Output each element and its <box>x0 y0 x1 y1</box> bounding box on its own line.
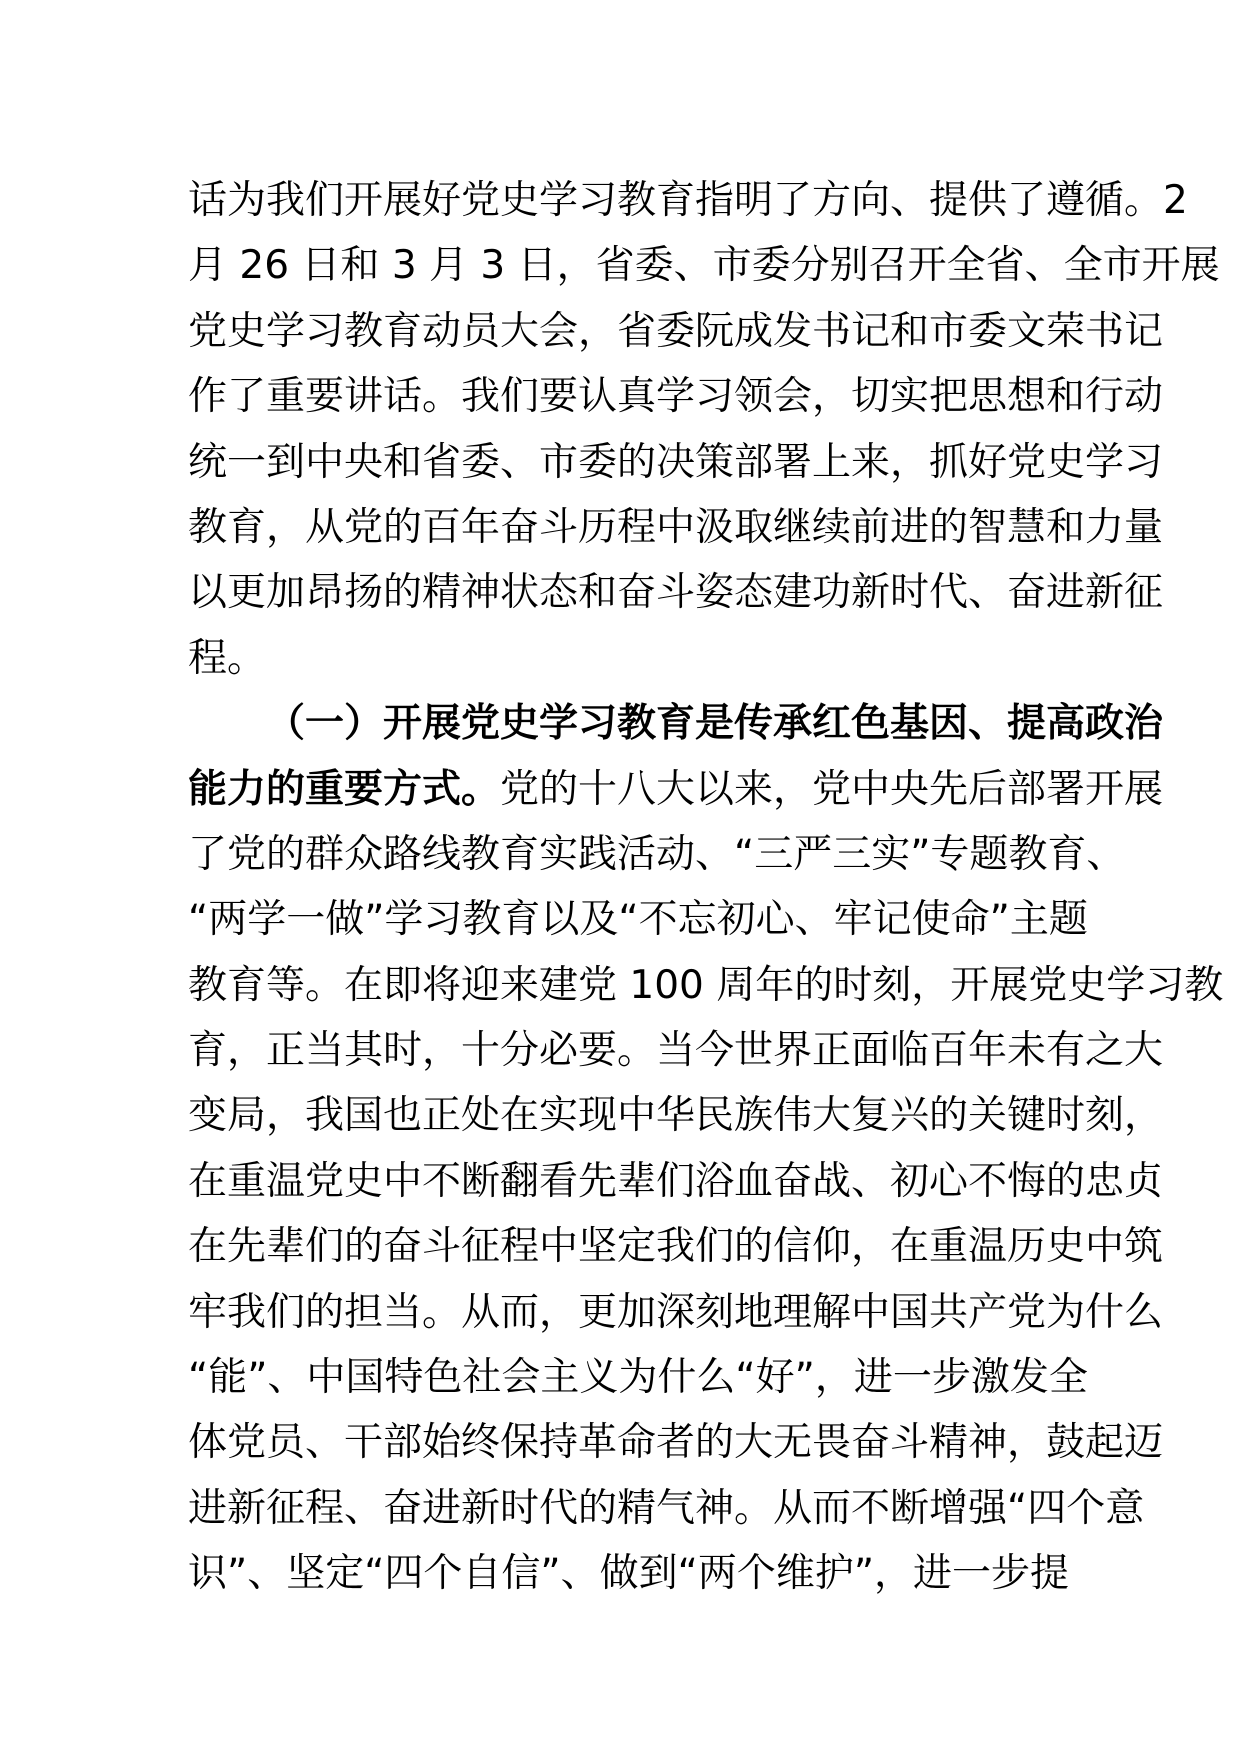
section-heading-continued <box>188 757 1164 822</box>
text-line: 体党员、干部始终保持革命者的大无畏奋斗精神，鼓起迈 <box>188 1420 1164 1466</box>
body-text <box>188 168 1224 1607</box>
text-line: 作了重要讲话。我们要认真学习领会，切实把思想和行动 <box>188 374 1164 420</box>
text-line: 党史学习教育动员大会，省委阮成发书记和市委文荣书记 <box>188 308 1164 354</box>
text-line: 变局，我国也正处在实现中华民族伟大复兴的关键时刻， <box>188 1093 1164 1139</box>
text-line: 教育，从党的百年奋斗历程中汲取继续前进的智慧和力量 <box>188 504 1164 550</box>
text-line: 话为我们开展好党史学习教育指明了方向、提供了遵循。2 <box>188 178 1188 223</box>
text-line: 月 26 日和 3 月 3 日，省委、市委分别召开全省、全市开展 <box>188 243 1220 289</box>
section-heading: （一）开展党史学习教育是传承红色基因、提高政治 <box>266 701 1164 747</box>
text-line: 进新征程、奋进新时代的精气神。从而不断增强“四个意 <box>188 1485 1145 1531</box>
paragraph-text: 党的十八大以来，党中央先后部署开展 <box>500 766 1164 812</box>
text-line: 在先辈们的奋斗征程中坚定我们的信仰，在重温历史中筑 <box>188 1224 1164 1270</box>
text-line: “两学一做”学习教育以及“不忘初心、牢记使命”主题 <box>188 897 1088 943</box>
text-line: 教育等。在即将迎来建党 100 周年的时刻，开展党史学习教 <box>188 962 1224 1008</box>
text-line: 程。 <box>188 635 267 681</box>
text-line: 在重温党史中不断翻看先辈们浴血奋战、初心不悔的忠贞 <box>188 1158 1164 1204</box>
text-line: 识”、坚定“四个自信”、做到“两个维护”，进一步提 <box>188 1551 1070 1597</box>
text-line: “能”、中国特色社会主义为什么“好”，进一步激发全 <box>188 1355 1088 1401</box>
text-line: 统一到中央和省委、市委的决策部署上来，抓好党史学习 <box>188 439 1164 485</box>
text-line: 牢我们的担当。从而，更加深刻地理解中国共产党为什么 <box>188 1289 1164 1335</box>
section-heading-end: 能力的重要方式。 <box>188 766 501 812</box>
text-line: 育，正当其时，十分必要。当今世界正面临百年未有之大 <box>188 1028 1164 1074</box>
text-line: 了党的群众路线教育实践活动、“三严三实”专题教育、 <box>188 831 1126 877</box>
text-line: 以更加昂扬的精神状态和奋斗姿态建功新时代、奋进新征 <box>188 570 1164 616</box>
